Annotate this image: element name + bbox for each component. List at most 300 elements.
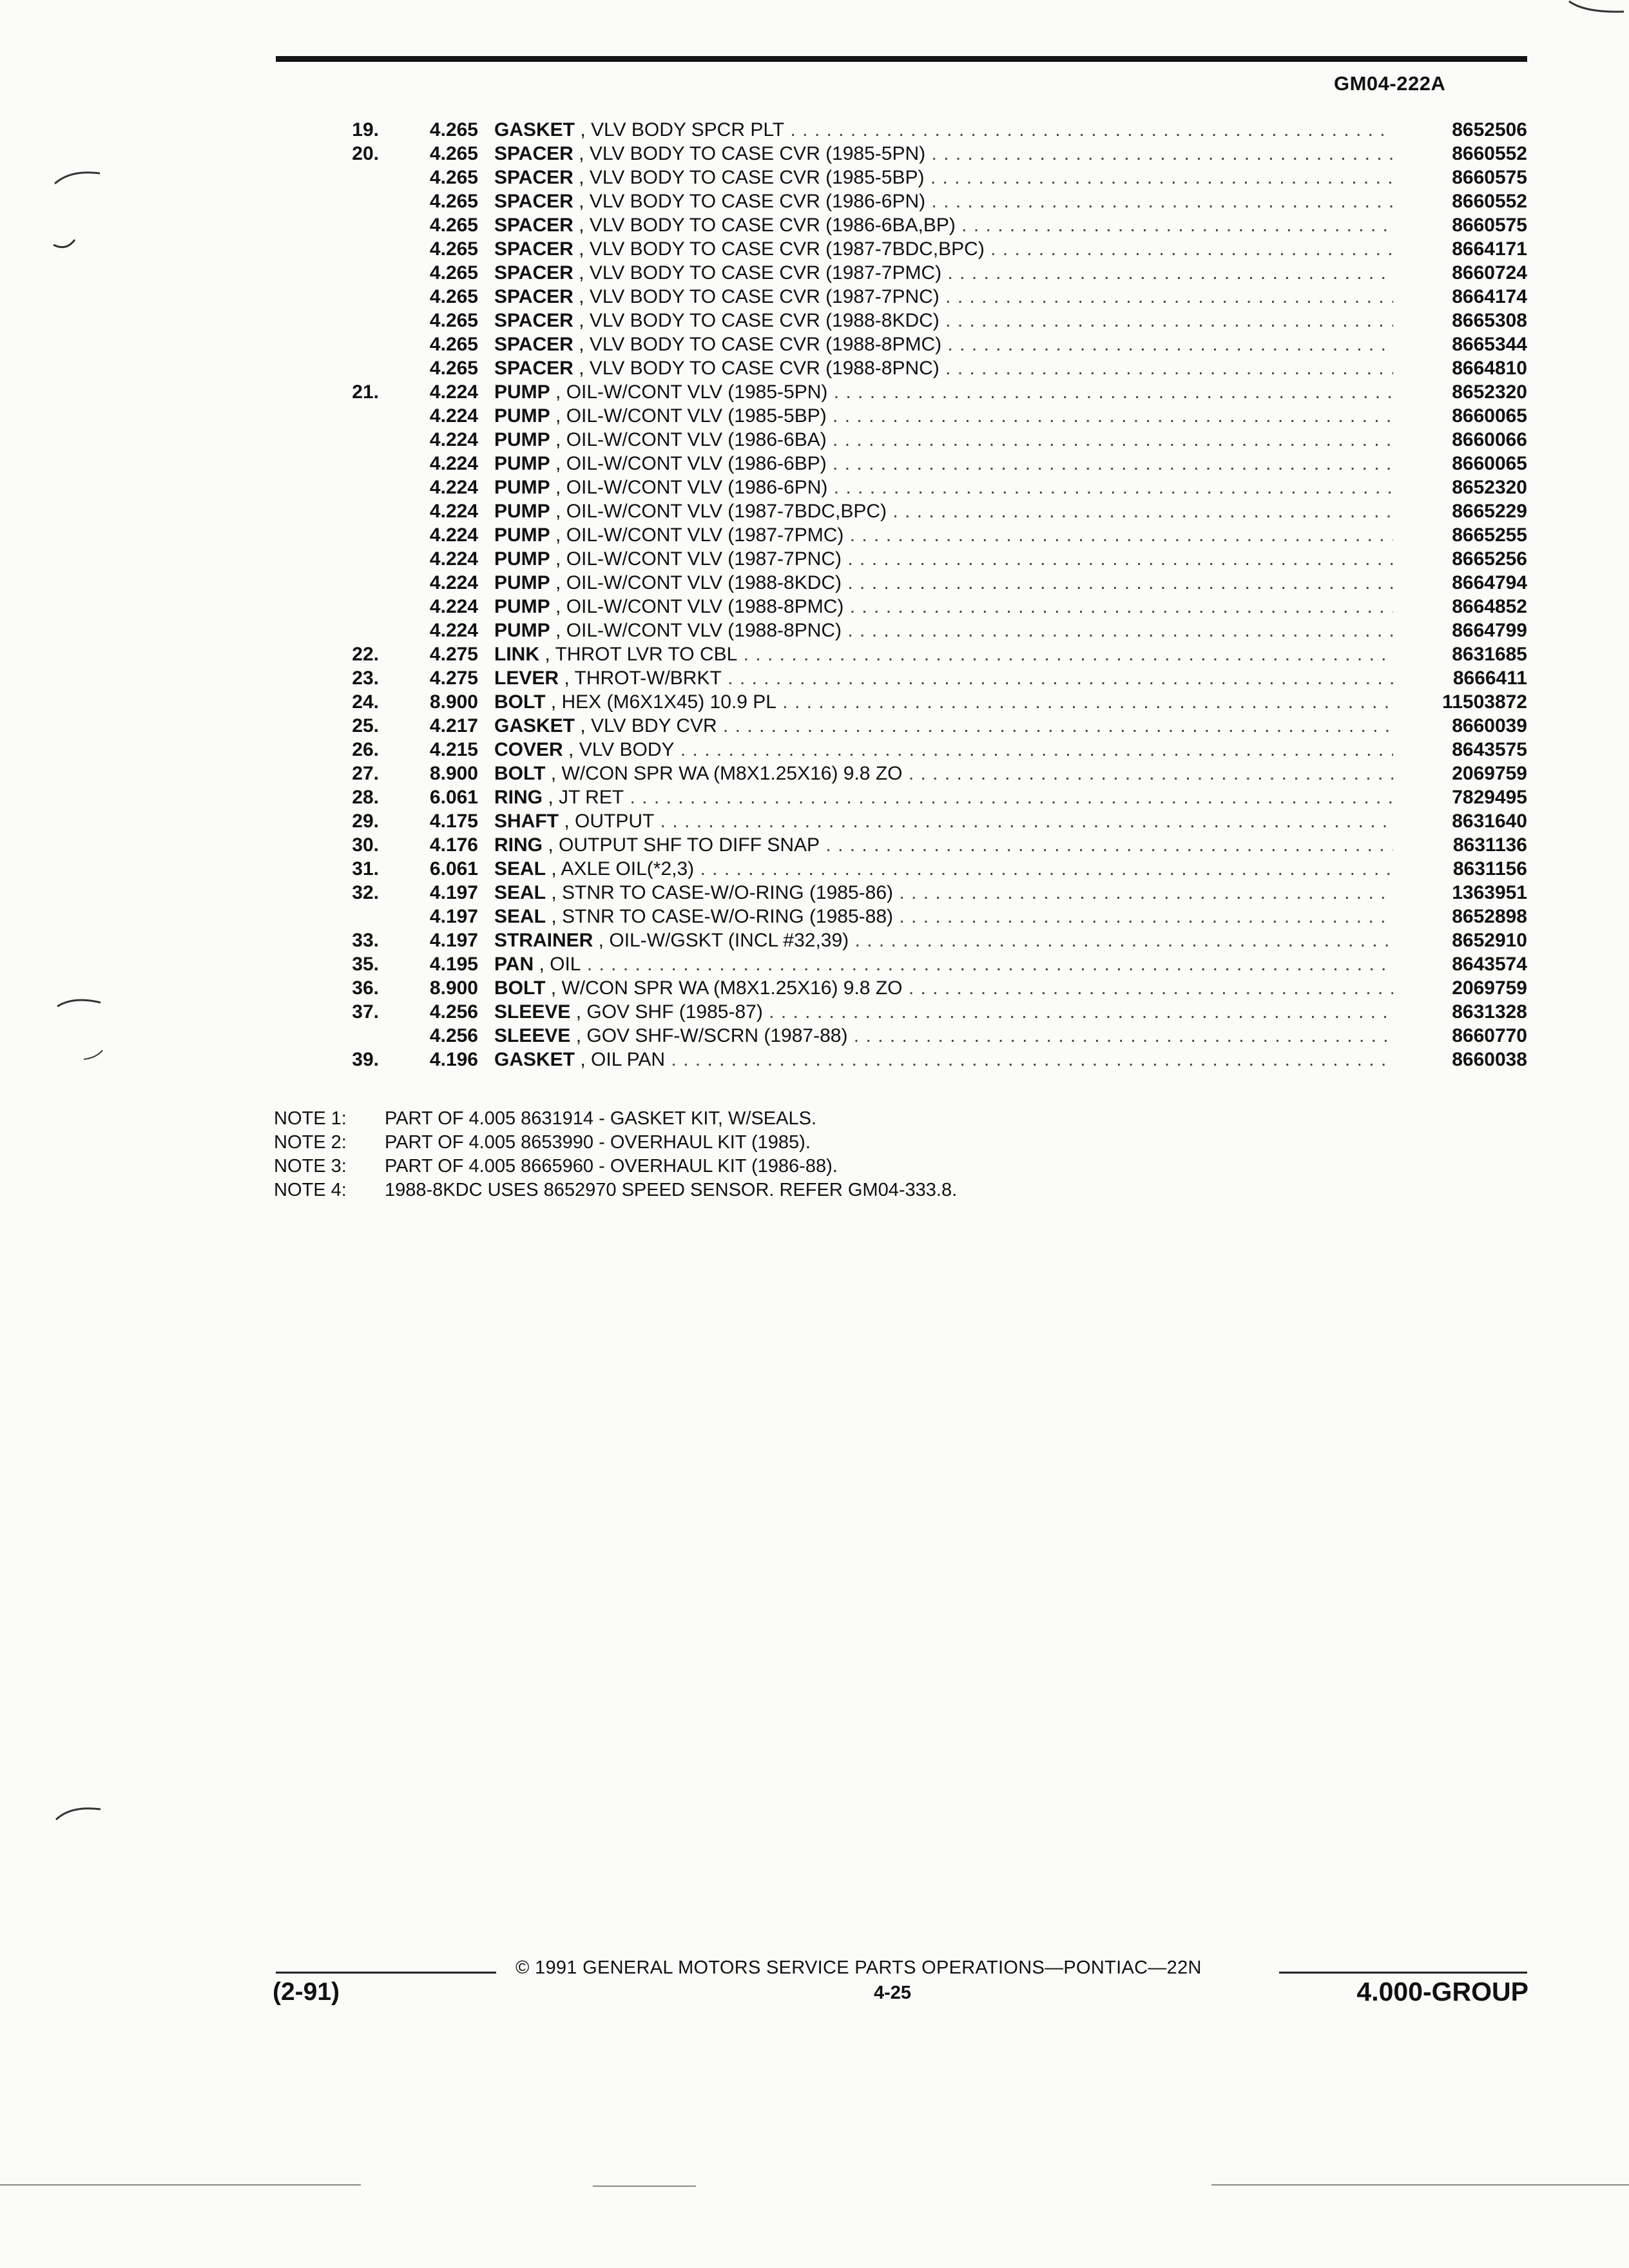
table-row [0, 118, 1629, 142]
part-number: 8664174 [1452, 286, 1527, 307]
part-name: LINK [494, 644, 539, 665]
note-line [274, 1155, 1240, 1178]
copyright-line: © 1991 GENERAL MOTORS SERVICE PARTS OPERATIONS—PONTIAC—22N [516, 1957, 1202, 1978]
group-number: 4.176 [429, 834, 478, 856]
part-name: RING [494, 834, 543, 856]
note-line [274, 1131, 1240, 1155]
group-number: 4.265 [429, 310, 478, 331]
part-number: 8664810 [1452, 358, 1527, 379]
table-row [0, 1024, 1629, 1048]
part-separator: , [563, 739, 579, 760]
part-name: PUMP [494, 572, 550, 593]
part-detail: OIL PAN [591, 1049, 666, 1070]
part-description [494, 237, 1393, 261]
item-number: 29. [352, 811, 379, 832]
table-row [0, 714, 1629, 738]
part-separator: , [550, 501, 566, 522]
part-description [494, 905, 1393, 928]
item-number: 32. [352, 882, 379, 903]
part-detail: VLV BODY SPCR PLT [591, 119, 785, 140]
part-name: PUMP [494, 596, 550, 617]
part-separator: , [573, 358, 590, 379]
part-number: 8660575 [1452, 167, 1527, 188]
part-name: GASKET [494, 1049, 575, 1070]
table-row [0, 261, 1629, 285]
part-description [494, 762, 1393, 785]
part-separator: , [550, 453, 566, 474]
part-name: RING [494, 787, 543, 808]
table-row [0, 976, 1629, 1000]
part-name: PUMP [494, 620, 550, 641]
part-description [494, 1000, 1393, 1024]
part-number: 8643574 [1452, 954, 1527, 975]
group-number: 6.061 [429, 858, 478, 879]
part-name: PUMP [494, 453, 550, 474]
table-row [0, 452, 1629, 476]
group-number: 4.224 [429, 429, 478, 450]
part-separator: , [543, 787, 559, 808]
table-row [0, 213, 1629, 237]
part-name: SPACER [494, 191, 574, 212]
table-row [0, 547, 1629, 571]
part-name: SLEEVE [494, 1001, 571, 1023]
part-name: COVER [494, 739, 563, 760]
part-description [494, 380, 1393, 404]
footer-rule-left [276, 1972, 496, 1974]
group-number: 4.265 [429, 119, 478, 140]
part-number: 8665229 [1452, 501, 1527, 522]
group-number: 8.900 [429, 977, 478, 999]
group-number: 4.224 [429, 405, 478, 427]
part-name: SPACER [494, 334, 574, 355]
part-detail: OIL-W/CONT VLV (1987-7PMC) [566, 524, 844, 546]
group-number: 4.224 [429, 620, 478, 641]
group-number: 4.224 [429, 596, 478, 617]
group-number: 8.900 [429, 691, 478, 713]
part-description [494, 642, 1393, 666]
group-number: 4.175 [429, 811, 478, 832]
part-separator: , [570, 1025, 587, 1046]
part-name: SPACER [494, 286, 574, 307]
group-number: 4.224 [429, 381, 478, 403]
part-number: 8652910 [1452, 930, 1527, 951]
part-description [494, 523, 1393, 547]
item-number: 24. [352, 691, 379, 713]
part-name: BOLT [494, 977, 546, 999]
part-separator: , [573, 286, 590, 307]
note-line [274, 1107, 1240, 1131]
part-detail: GOV SHF (1985-87) [586, 1001, 763, 1023]
table-row [0, 356, 1629, 380]
part-number: 8660065 [1452, 453, 1527, 474]
part-number: 8631156 [1452, 858, 1527, 879]
part-number: 8631328 [1452, 1001, 1527, 1023]
item-number: 21. [352, 381, 379, 403]
part-detail: OIL-W/GSKT (INCL #32,39) [609, 930, 849, 951]
part-separator: , [550, 548, 566, 570]
part-description [494, 881, 1393, 905]
part-description [494, 309, 1393, 332]
item-number: 23. [352, 668, 379, 689]
part-separator: , [573, 191, 590, 212]
part-description [494, 285, 1393, 309]
part-separator: , [573, 215, 590, 236]
part-separator: , [573, 238, 590, 260]
part-separator: , [543, 834, 559, 856]
group-code: 4.000-GROUP [1356, 1977, 1528, 2006]
part-name: SEAL [494, 858, 546, 879]
part-description [494, 476, 1393, 499]
part-detail: THROT LVR TO CBL [555, 644, 738, 665]
part-detail: OIL-W/CONT VLV (1987-7BDC,BPC) [566, 501, 887, 522]
part-detail: VLV BODY TO CASE CVR (1988-8PNC) [589, 358, 940, 379]
part-number: 2069759 [1452, 763, 1527, 784]
part-description [494, 666, 1393, 690]
part-separator: , [534, 954, 550, 975]
note-line [274, 1178, 1240, 1202]
part-separator: , [545, 977, 562, 999]
part-detail: GOV SHF-W/SCRN (1987-88) [586, 1025, 848, 1046]
group-number: 8.900 [429, 763, 478, 784]
part-description [494, 1048, 1393, 1072]
part-detail: VLV BODY TO CASE CVR (1985-5BP) [589, 167, 925, 188]
part-description [494, 785, 1393, 809]
part-number: 8631136 [1452, 834, 1527, 856]
notes-section [274, 1107, 1240, 1202]
part-name: SPACER [494, 167, 574, 188]
table-row [0, 952, 1629, 976]
header-rule [276, 56, 1527, 62]
page-number: 4-25 [873, 1983, 912, 2003]
part-separator: , [559, 811, 575, 832]
note-text: PART OF 4.005 8665960 - OVERHAUL KIT (1986-88). [385, 1156, 838, 1177]
scan-line-bottom-1 [0, 2184, 361, 2186]
part-name: PAN [494, 954, 534, 975]
part-name: SPACER [494, 143, 574, 164]
part-description [494, 571, 1393, 595]
part-number: 8652320 [1452, 477, 1527, 498]
part-detail: OUTPUT [575, 811, 655, 832]
note-label: NOTE 1: [274, 1108, 347, 1129]
part-detail: OIL-W/CONT VLV (1988-8KDC) [566, 572, 842, 593]
part-detail: VLV BODY TO CASE CVR (1987-7PNC) [589, 286, 940, 307]
part-description [494, 428, 1393, 452]
part-number: 8631685 [1452, 644, 1527, 665]
table-row [0, 905, 1629, 928]
table-row [0, 142, 1629, 166]
part-name: PUMP [494, 524, 550, 546]
part-description [494, 928, 1393, 952]
table-row [0, 166, 1629, 189]
part-description [494, 809, 1393, 833]
item-number: 33. [352, 930, 379, 951]
part-description [494, 356, 1393, 380]
scan-mark-2 [50, 232, 89, 258]
part-separator: , [573, 262, 590, 284]
part-separator: , [550, 596, 566, 617]
group-number: 4.224 [429, 501, 478, 522]
part-name: SHAFT [494, 811, 559, 832]
revision-date: (2-91) [273, 1978, 340, 2006]
group-number: 4.265 [429, 191, 478, 212]
part-name: PUMP [494, 429, 550, 450]
part-name: PUMP [494, 405, 550, 427]
part-description [494, 547, 1393, 571]
group-number: 4.224 [429, 524, 478, 546]
table-row [0, 595, 1629, 619]
table-row [0, 523, 1629, 547]
part-name: SEAL [494, 882, 546, 903]
part-description [494, 690, 1393, 714]
part-detail: OIL-W/CONT VLV (1986-6BA) [566, 429, 827, 450]
table-row [0, 857, 1629, 881]
note-label: NOTE 3: [274, 1156, 347, 1177]
part-separator: , [550, 572, 566, 593]
table-row [0, 809, 1629, 833]
part-name: BOLT [494, 763, 546, 784]
part-number: 8665256 [1452, 548, 1527, 570]
footer-rule-right [1279, 1972, 1527, 1974]
part-number: 8664799 [1452, 620, 1527, 641]
part-separator: , [570, 1001, 587, 1023]
part-number: 8664171 [1452, 238, 1527, 260]
part-detail: VLV BODY TO CASE CVR (1988-8PMC) [589, 334, 942, 355]
group-number: 4.265 [429, 286, 478, 307]
item-number: 19. [352, 119, 379, 140]
part-separator: , [559, 668, 575, 689]
part-name: STRAINER [494, 930, 593, 951]
part-number: 7829495 [1452, 787, 1527, 808]
note-text: 1988-8KDC USES 8652970 SPEED SENSOR. REFER GM04-333.8. [385, 1180, 958, 1200]
part-name: SPACER [494, 310, 574, 331]
part-detail: HEX (M6X1X45) 10.9 PL [561, 691, 776, 713]
part-separator: , [545, 763, 562, 784]
part-detail: JT RET [559, 787, 624, 808]
table-row [0, 189, 1629, 213]
part-number: 8660724 [1452, 262, 1527, 284]
table-row [0, 690, 1629, 714]
note-text: PART OF 4.005 8653990 - OVERHAUL KIT (1985). [385, 1132, 811, 1153]
part-number: 8660065 [1452, 405, 1527, 427]
part-number: 8660552 [1452, 143, 1527, 164]
group-number: 4.265 [429, 334, 478, 355]
part-name: SPACER [494, 215, 574, 236]
part-number: 8666411 [1452, 668, 1527, 689]
part-description [494, 213, 1393, 237]
part-separator: , [550, 524, 566, 546]
item-number: 26. [352, 739, 379, 760]
group-number: 4.265 [429, 262, 478, 284]
part-detail: OIL [550, 954, 581, 975]
part-name: SPACER [494, 358, 574, 379]
group-number: 4.256 [429, 1001, 478, 1023]
part-number: 8664794 [1452, 572, 1527, 593]
scan-mark-1 [52, 164, 110, 203]
group-number: 4.197 [429, 930, 478, 951]
item-number: 30. [352, 834, 379, 856]
part-name: PUMP [494, 381, 550, 403]
part-separator: , [539, 644, 555, 665]
part-detail: VLV BODY TO CASE CVR (1988-8KDC) [589, 310, 940, 331]
part-separator: , [573, 167, 590, 188]
part-name: GASKET [494, 715, 575, 736]
table-row [0, 785, 1629, 809]
part-number: 1363951 [1452, 882, 1527, 903]
table-row [0, 499, 1629, 523]
part-description [494, 976, 1393, 1000]
part-description [494, 833, 1393, 857]
part-detail: STNR TO CASE-W/O-RING (1985-88) [562, 906, 894, 927]
part-number: 8660770 [1452, 1025, 1527, 1046]
part-description [494, 714, 1393, 738]
part-description [494, 952, 1393, 976]
part-separator: , [550, 477, 566, 498]
item-number: 35. [352, 954, 379, 975]
part-detail: AXLE OIL(*2,3) [561, 858, 695, 879]
part-number: 8665344 [1452, 334, 1527, 355]
part-name: BOLT [494, 691, 546, 713]
part-separator: , [545, 691, 562, 713]
item-number: 39. [352, 1049, 379, 1070]
item-number: 27. [352, 763, 379, 784]
part-description [494, 142, 1393, 166]
group-number: 4.265 [429, 358, 478, 379]
part-detail: OIL-W/CONT VLV (1986-6BP) [566, 453, 827, 474]
group-number: 4.265 [429, 238, 478, 260]
part-separator: , [575, 119, 592, 140]
part-number: 8664852 [1452, 596, 1527, 617]
group-number: 4.224 [429, 477, 478, 498]
part-separator: , [575, 1049, 592, 1070]
scan-mark-3 [54, 992, 112, 1018]
group-number: 4.215 [429, 739, 478, 760]
part-detail: OIL-W/CONT VLV (1988-8PMC) [566, 596, 844, 617]
item-number: 22. [352, 644, 379, 665]
item-number: 31. [352, 858, 379, 879]
scan-mark-4 [81, 1044, 113, 1070]
part-description [494, 332, 1393, 356]
table-row [0, 380, 1629, 404]
group-number: 4.265 [429, 167, 478, 188]
part-separator: , [573, 310, 590, 331]
part-detail: VLV BODY [579, 739, 675, 760]
part-detail: OIL-W/CONT VLV (1987-7PNC) [566, 548, 842, 570]
part-name: PUMP [494, 477, 550, 498]
group-number: 4.265 [429, 215, 478, 236]
part-separator: , [550, 381, 566, 403]
document-code: GM04-222A [1334, 72, 1446, 95]
part-separator: , [550, 429, 566, 450]
part-description [494, 1024, 1393, 1048]
part-number: 8665308 [1452, 310, 1527, 331]
table-row [0, 642, 1629, 666]
part-detail: THROT-W/BRKT [574, 668, 722, 689]
note-text: PART OF 4.005 8631914 - GASKET KIT, W/SEALS. [385, 1108, 817, 1129]
group-number: 4.265 [429, 143, 478, 164]
part-separator: , [575, 715, 592, 736]
scan-mark-5 [53, 1798, 111, 1836]
item-number: 20. [352, 143, 379, 164]
part-detail: VLV BODY TO CASE CVR (1985-5PN) [589, 143, 926, 164]
table-row [0, 1000, 1629, 1024]
part-description [494, 499, 1393, 523]
part-detail: OIL-W/CONT VLV (1985-5BP) [566, 405, 827, 427]
part-description [494, 166, 1393, 189]
group-number: 4.275 [429, 644, 478, 665]
part-name: PUMP [494, 548, 550, 570]
part-detail: W/CON SPR WA (M8X1.25X16) 9.8 ZO [561, 977, 903, 999]
part-detail: OIL-W/CONT VLV (1985-5PN) [566, 381, 828, 403]
part-number: 8660038 [1452, 1049, 1527, 1070]
table-row [0, 619, 1629, 642]
group-number: 4.195 [429, 954, 478, 975]
part-name: LEVER [494, 668, 559, 689]
group-number: 6.061 [429, 787, 478, 808]
table-row [0, 571, 1629, 595]
table-row [0, 476, 1629, 499]
part-number: 2069759 [1452, 977, 1527, 999]
part-description [494, 738, 1393, 762]
part-number: 11503872 [1442, 691, 1527, 713]
part-number: 8631640 [1452, 811, 1527, 832]
part-number: 8660039 [1452, 715, 1527, 736]
table-row [0, 332, 1629, 356]
part-detail: VLV BODY TO CASE CVR (1987-7PMC) [589, 262, 942, 284]
part-number: 8660552 [1452, 191, 1527, 212]
item-number: 37. [352, 1001, 379, 1023]
part-name: SLEEVE [494, 1025, 571, 1046]
part-description [494, 404, 1393, 428]
scan-mark-6 [1566, 0, 1629, 19]
part-separator: , [546, 858, 561, 879]
part-separator: , [593, 930, 610, 951]
group-number: 4.196 [429, 1049, 478, 1070]
table-row [0, 309, 1629, 332]
group-number: 4.224 [429, 453, 478, 474]
item-number: 25. [352, 715, 379, 736]
part-description [494, 857, 1393, 881]
part-description [494, 452, 1393, 476]
part-number: 8660575 [1452, 215, 1527, 236]
part-name: PUMP [494, 501, 550, 522]
part-description [494, 118, 1393, 142]
group-number: 4.197 [429, 882, 478, 903]
part-separator: , [550, 620, 566, 641]
item-number: 28. [352, 787, 379, 808]
part-detail: VLV BODY TO CASE CVR (1987-7BDC,BPC) [589, 238, 985, 260]
table-row [0, 738, 1629, 762]
table-row [0, 428, 1629, 452]
part-number: 8660066 [1452, 429, 1527, 450]
part-number: 8652898 [1452, 906, 1527, 927]
part-detail: OIL-W/CONT VLV (1988-8PNC) [566, 620, 842, 641]
table-row [0, 666, 1629, 690]
part-detail: OIL-W/CONT VLV (1986-6PN) [566, 477, 828, 498]
part-separator: , [546, 906, 563, 927]
table-row [0, 1048, 1629, 1072]
part-detail: VLV BODY TO CASE CVR (1986-6PN) [589, 191, 926, 212]
table-row [0, 404, 1629, 428]
part-name: GASKET [494, 119, 575, 140]
group-number: 4.197 [429, 906, 478, 927]
part-separator: , [546, 882, 563, 903]
part-number: 8643575 [1452, 739, 1527, 760]
part-detail: VLV BDY CVR [591, 715, 717, 736]
table-row [0, 762, 1629, 785]
table-row [0, 928, 1629, 952]
note-label: NOTE 2: [274, 1132, 347, 1153]
part-separator: , [573, 143, 590, 164]
